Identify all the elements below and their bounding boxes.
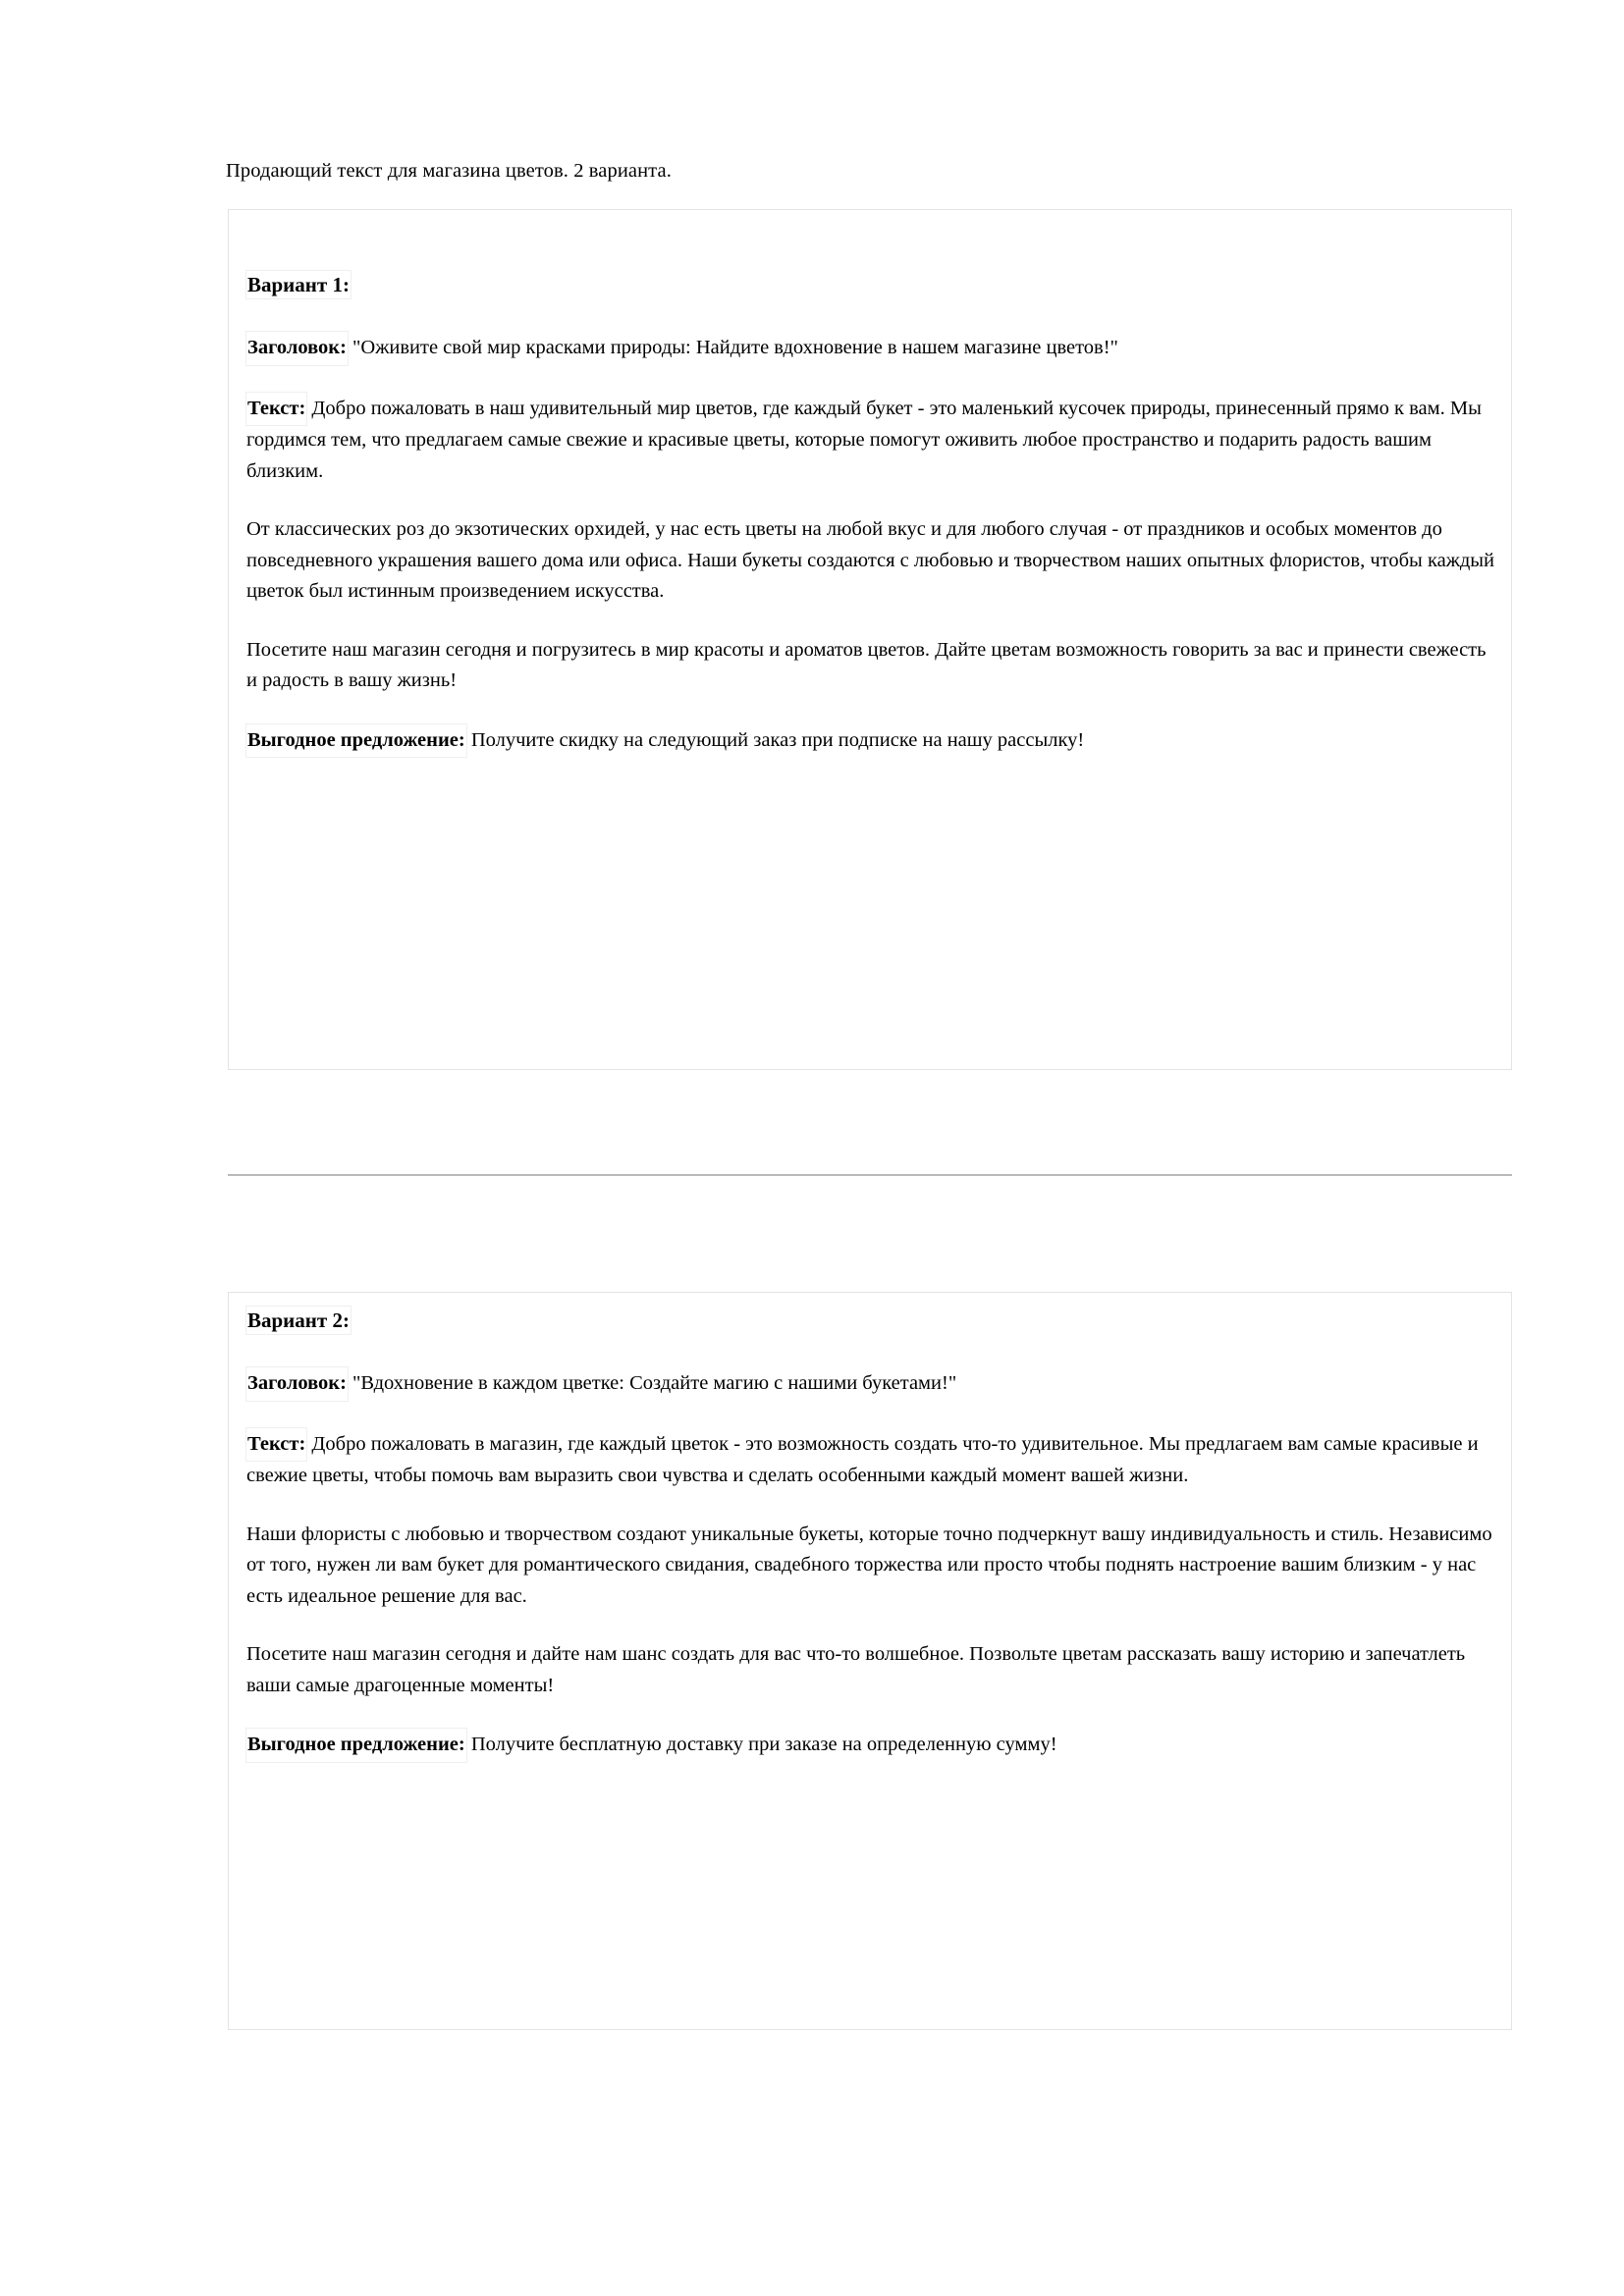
variant-2-heading-paragraph (246, 1367, 1495, 1401)
variant-2-offer-label: Выгодное предложение: (246, 1729, 466, 1762)
variant-2-text-label: Текст: (246, 1428, 306, 1462)
variant-1-text-body-1: Добро пожаловать в наш удивительный мир цветов, где каждый букет - это маленький кусочек природы, принесенный прямо к вам. Мы гордимся тем, что предлагаем самые свежие и красивые цветы, которые помогут оживить любое пространство и подарить радость вашим близким. (246, 397, 1482, 482)
variant-1-text-paragraph-1 (246, 393, 1495, 488)
variant-2-text-paragraph-1 (246, 1428, 1495, 1492)
variant-1-heading-paragraph (246, 332, 1495, 365)
variant-1-heading-label: Заголовок: (246, 332, 348, 365)
variant-1-title (246, 271, 1495, 298)
variant-1-offer-text: Получите скидку на следующий заказ при подписке на нашу рассылку! (465, 728, 1085, 751)
variant-1-content (229, 210, 1511, 757)
variant-1-text-paragraph-3: Посетите наш магазин сегодня и погрузитесь в мир красоты и ароматов цветов. Дайте цветам возможность говорить за вас и принести свежесть и радость в вашу жизнь! (246, 638, 1487, 691)
variant-2-heading-label: Заголовок: (246, 1367, 348, 1401)
variant-1-offer-label: Выгодное предложение: (246, 724, 466, 758)
variant-2-text-paragraph-2: Наши флористы с любовью и творчеством создают уникальные букеты, которые точно подчеркнут вашу индивидуальность и стиль. Независимо от того, нужен ли вам букет для романтического свидания, свадебного торжества или просто чтобы поднять настроение вашим близким - у нас есть идеальное решение для вас. (246, 1522, 1492, 1607)
page-title: Продающий текст для магазина цветов. 2 варианта. (226, 160, 672, 182)
variant-1-container (228, 209, 1512, 1070)
variant-2-text-body-1: Добро пожаловать в магазин, где каждый цветок - это возможность создать что-то удивительное. Мы предлагаем вам самые красивые и свежие цветы, чтобы помочь вам выразить свои чувства и сделать особенными каждый момент вашей жизни. (246, 1432, 1479, 1486)
variant-2-heading-text: "Вдохновение в каждом цветке: Создайте магию с нашими букетами!" (347, 1372, 957, 1394)
variant-2-offer-paragraph (246, 1729, 1495, 1762)
variant-1-offer-paragraph (246, 724, 1495, 758)
variant-1-name-label: Вариант 1: (247, 273, 350, 296)
variant-1-heading-text: "Оживите свой мир красками природы: Найдите вдохновение в нашем магазине цветов!" (347, 337, 1118, 358)
variant-2-offer-text: Получите бесплатную доставку при заказе на определенную сумму! (465, 1734, 1057, 1755)
section-divider (228, 1174, 1512, 1176)
variant-2-container (228, 1292, 1512, 2030)
variant-2-name-label: Вариант 2: (247, 1308, 350, 1332)
variant-2-content (229, 1293, 1511, 1762)
variant-1-text-paragraph-2: От классических роз до экзотических орхидей, у нас есть цветы на любой вкус и для любого случая - от праздников и особых моментов до повседневного украшения вашего дома или офиса. Наши букеты создаются с любовью и творчеством наших опытных флористов, чтобы каждый цветок был истинным произведением искусства. (246, 518, 1495, 602)
variant-2-text-paragraph-3: Посетите наш магазин сегодня и дайте нам шанс создать для вас что-то волшебное. Позвольте цветам рассказать вашу историю и запечатлеть ваши самые драгоценные моменты! (246, 1643, 1466, 1696)
variant-2-title (246, 1307, 1495, 1334)
variant-1-text-label: Текст: (246, 393, 306, 426)
